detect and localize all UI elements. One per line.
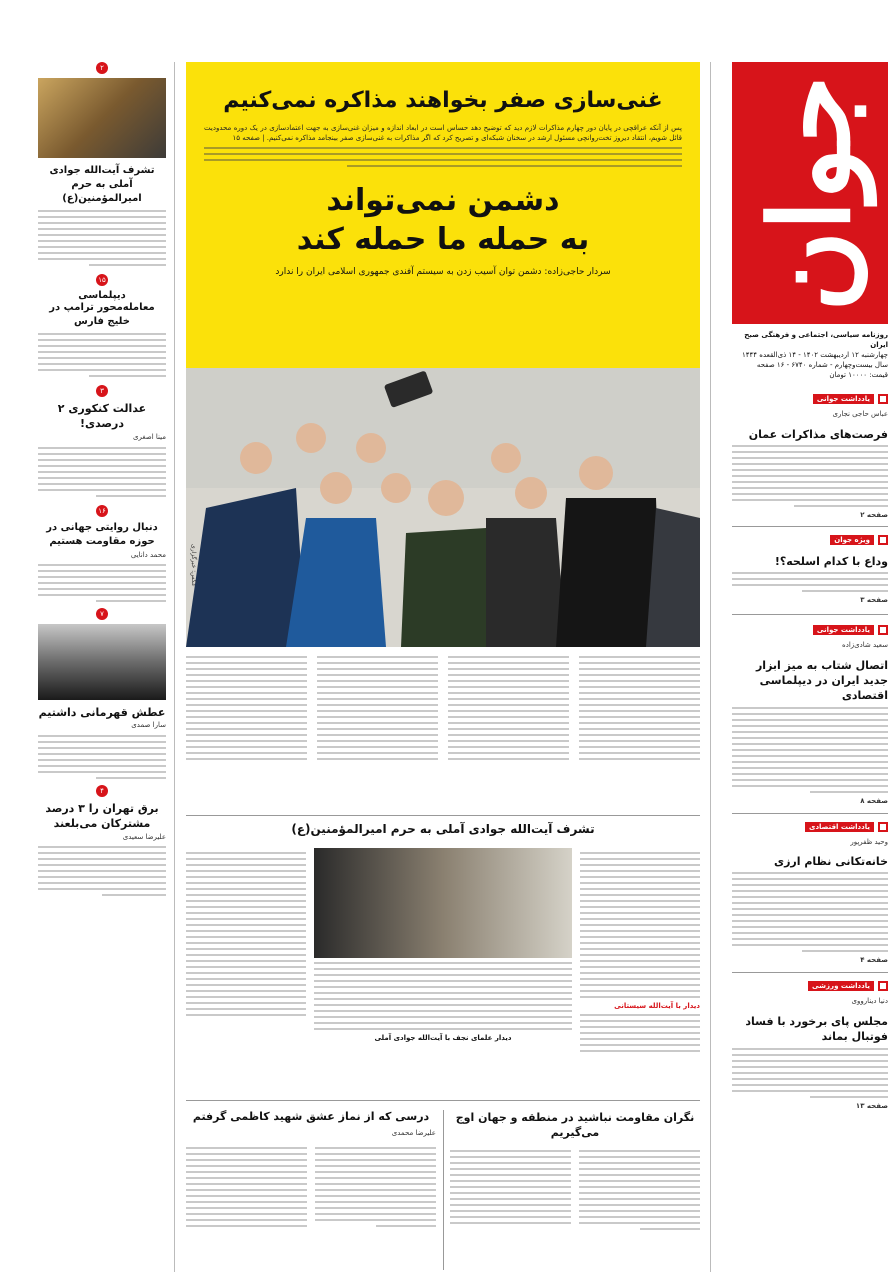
headline[interactable]: وداع با کدام اسلحه؟!	[774, 555, 888, 568]
page-ref[interactable]: صفحه ۳	[860, 596, 888, 604]
divider	[186, 1100, 700, 1101]
page-ref[interactable]: صفحه ۸	[860, 797, 888, 805]
lead-box	[186, 62, 700, 647]
section-tag: یادداشت جوانی	[813, 394, 874, 404]
author: محمد دانایی	[130, 550, 166, 559]
page-badge[interactable]: ۴	[96, 785, 108, 797]
top-body: پس از آنکه عراقچی در پایان دور چهارم مذاکرات لازم دید که توضیح دهد حساس است در ابعاد اندازه و میزان غنی‌سازی به جهت اعتمادسازی در یک دوره محدودیت قائل شویم، انتقاد دیروز تخت‌روانچی مسئول ارشد در سخنان شبکه‌ای و تصریح کرد که اگر مذاکرات به غنی‌سازی صفر بینجامد مذاکره نمی‌کنیم. | صفحه ۱۵	[204, 124, 682, 142]
kicker: دیپلماسی	[78, 290, 126, 301]
divider	[186, 815, 700, 816]
author: عباس حاجی نجاری	[832, 410, 888, 418]
masthead-info	[732, 330, 888, 380]
headline[interactable]: نگران مقاومت نباشید در منطقه و جهان اوج می‌گیریم	[455, 1111, 695, 1139]
page-badge[interactable]: ۱۶	[96, 505, 108, 517]
page-badge[interactable]: ۳	[96, 385, 108, 397]
page-ref[interactable]: صفحه ۴	[860, 956, 888, 964]
center-story	[186, 822, 700, 1056]
section-bar	[732, 392, 888, 406]
main-subhead: سردار حاجی‌زاده: دشمن توان آسیب زدن به سیستم آفندی جمهوری اسلامی ایران را ندارد	[275, 267, 611, 277]
photo-caption: دیدار علمای نجف با آیت‌الله جوادی آملی	[374, 1034, 512, 1042]
headline[interactable]: فرصت‌های مذاکرات عمان	[748, 427, 888, 441]
issue-date: چهارشنبه ۱۲ اردیبهشت ۱۴۰۲ - ۱۴ ذی‌القعده ۱۴۴۴	[742, 351, 888, 359]
headline[interactable]: عدالت کنکوری ۲ درصدی!	[57, 402, 147, 430]
author: علیرضا سعیدی	[122, 832, 166, 841]
corner-icon	[878, 981, 888, 991]
page-ref[interactable]: صفحه ۱۳	[855, 1102, 888, 1110]
headline[interactable]: معامله‌محور ترامپ در خلیج فارس	[49, 302, 155, 327]
headline[interactable]: دنبال روایتی جهانی در حوزه مقاومت هستیم	[46, 521, 158, 547]
masthead-logo-box	[732, 62, 888, 324]
headline[interactable]: تشرف آیت‌الله جوادی آملی به حرم امیرالمؤمنین(ع)	[291, 822, 595, 836]
headline[interactable]: برق تهران را ۳ درصد مشترکان می‌بلعند	[45, 801, 159, 830]
headline[interactable]: خانه‌تکانی نظام ارزی	[774, 855, 888, 868]
photo-caption: عکس: خبرگزاری	[190, 544, 197, 587]
right-column	[732, 392, 888, 1112]
section-tag: یادداشت ورزشی	[808, 981, 874, 991]
logo-text: جوان	[745, 74, 875, 312]
headline[interactable]: مجلس پای برخورد با فساد فوتبال بماند	[745, 1015, 888, 1043]
author: دنیا دینارووی	[851, 996, 888, 1005]
page-ref[interactable]: صفحه ۲	[860, 510, 888, 519]
corner-icon	[878, 625, 888, 635]
issue-number: سال بیست‌وچهارم - شماره ۶۷۴۰ - ۱۶ صفحه	[756, 361, 888, 369]
author: سعید شادی‌زاده	[842, 640, 888, 649]
author: وحید ظفرپور	[850, 837, 888, 846]
main-story-body	[186, 652, 700, 764]
tagline: روزنامه سیاسی، اجتماعی و فرهنگی صبح ایران	[744, 331, 888, 349]
page-badge[interactable]: ۲	[96, 62, 108, 74]
top-body-lines	[204, 147, 682, 167]
column-divider	[174, 62, 175, 1272]
story-b	[450, 1110, 700, 1234]
story-a	[186, 1110, 436, 1231]
left-column	[38, 62, 166, 900]
main-photo	[186, 368, 700, 647]
column-divider	[443, 1110, 444, 1270]
main-headline-2[interactable]: به حمله ما حمله کند	[296, 222, 590, 257]
corner-icon	[878, 394, 888, 404]
section-tag: ویژه جوان	[830, 535, 874, 545]
headline[interactable]: اتصال شتاب به میز ابزار جدید ایران در دیپلماسی اقتصادی	[755, 659, 888, 702]
author: مینا اصغری	[133, 433, 166, 441]
headline[interactable]: عطش قهرمانی داشتیم	[38, 706, 166, 719]
column-divider	[710, 62, 711, 1272]
center-photo	[314, 848, 572, 958]
author: علیرضا محمدی	[391, 1129, 436, 1137]
price: قیمت: ۱۰۰۰۰ تومان	[829, 371, 888, 379]
headline[interactable]: درسی که از نماز عشق شهید کاظمی گرفتم	[192, 1110, 430, 1123]
body-text	[732, 445, 888, 507]
section-tag: یادداشت جوانی	[813, 625, 874, 635]
story1-photo	[38, 78, 166, 158]
main-headline-1[interactable]: دشمن نمی‌تواند	[326, 183, 560, 218]
subhead: دیدار با آیت‌الله سیستانی	[614, 1002, 700, 1010]
page-badge[interactable]: ۱۵	[96, 274, 108, 286]
selfie-group-illustration	[186, 368, 700, 647]
author: سارا صمدی	[131, 721, 166, 729]
corner-icon	[878, 535, 888, 545]
headline[interactable]: تشرف آیت‌الله جوادی آملی به حرم امیرالمؤمنین(ع)	[49, 165, 155, 204]
corner-icon	[878, 822, 888, 832]
page-badge[interactable]: ۷	[96, 608, 108, 620]
top-headline[interactable]: غنی‌سازی صفر بخواهند مذاکره نمی‌کنیم	[223, 88, 663, 113]
story5-photo	[38, 624, 166, 700]
section-tag: یادداشت اقتصادی	[805, 822, 874, 832]
